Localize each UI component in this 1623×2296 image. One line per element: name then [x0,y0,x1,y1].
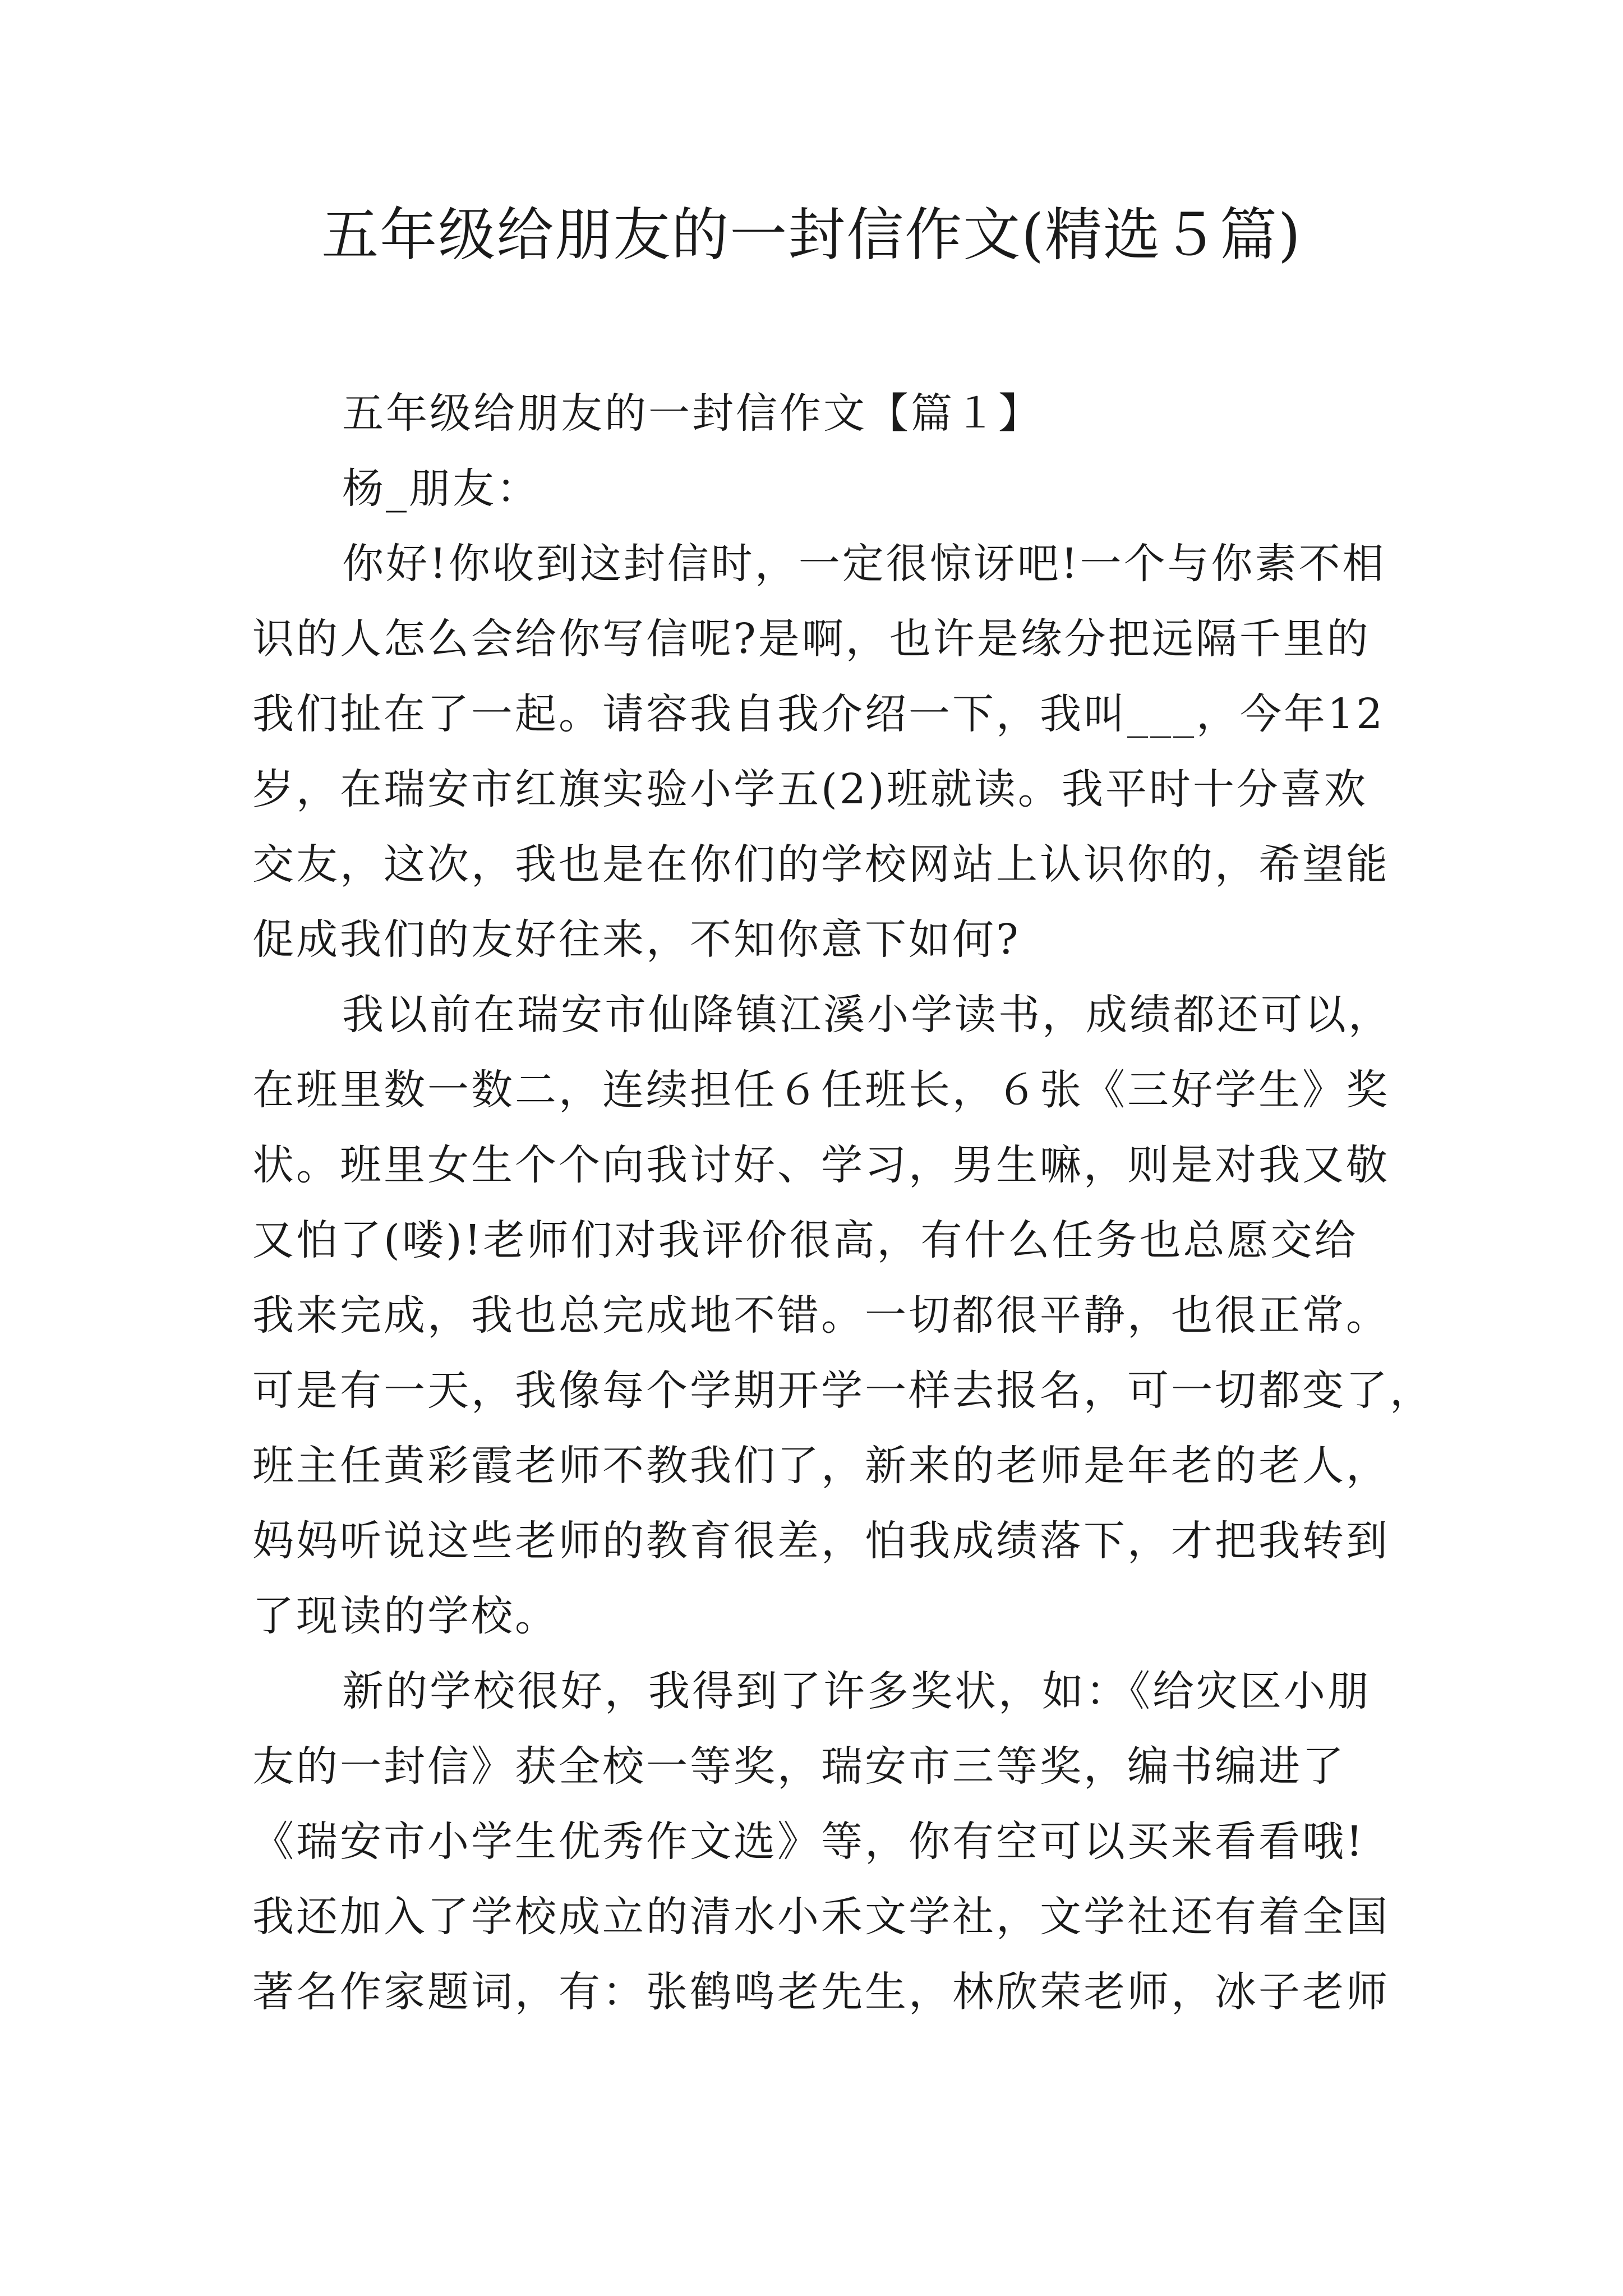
paragraph-line: 著名作家题词，有：张鹤鸣老先生，林欣荣老师，冰子老师 [252,1968,1390,2016]
paragraph-line: 了现读的学校。 [252,1592,559,1640]
paragraph-line: 友的一封信》获全校一等奖，瑞安市三等奖，编书编进了 [252,1742,1346,1791]
paragraph-line: 新的学校很好，我得到了许多奖状，如：《给灾区小朋 [342,1667,1371,1715]
paragraph-line: 可是有一天，我像每个学期开学一样去报名，可一切都变了， [252,1366,1433,1415]
paragraph-line: 交友，这次，我也是在你们的学校网站上认识你的，希望能 [252,840,1390,889]
salutation: 杨_朋友： [342,464,540,513]
paragraph-line: 我以前在瑞安市仙降镇江溪小学读书，成绩都还可以， [342,991,1392,1039]
paragraph-line: 你好!你收到这封信时，一定很惊讶吧!一个与你素不相 [342,540,1386,588]
paragraph-line: 识的人怎么会给你写信呢?是啊，也许是缘分把远隔千里的 [252,615,1371,663]
paragraph-line: 班主任黄彩霞老师不教我们了，新来的老师是年老的老人， [252,1442,1390,1490]
paragraph-line: 我们扯在了一起。请容我自我介绍一下，我叫___，今年12 [252,690,1385,738]
paragraph-line: 促成我们的友好往来，不知你意下如何? [252,915,1021,964]
paragraph-line: 妈妈听说这些老师的教育很差，怕我成绩落下，才把我转到 [252,1517,1390,1565]
paragraph-line: 岁，在瑞安市红旗实验小学五(2)班就读。我平时十分喜欢 [252,765,1368,813]
section-heading: 五年级给朋友的一封信作文【篇１】 [342,389,1042,438]
paragraph-line: 又怕了(喽)!老师们对我评价很高，有什么任务也总愿交给 [252,1216,1358,1264]
paragraph-line: 我还加入了学校成立的清水小禾文学社，文学社还有着全国 [252,1893,1390,1941]
paragraph-line: 《瑞安市小学生优秀作文选》等，你有空可以买来看看哦! [252,1818,1365,1866]
document-title: 五年级给朋友的一封信作文(精选５篇) [321,202,1302,269]
paragraph-line: 我来完成，我也总完成地不错。一切都很平静，也很正常。 [252,1291,1390,1340]
document-body [252,376,1433,2030]
paragraph-line: 在班里数一数二，连续担任６任班长，６张《三好学生》奖 [252,1066,1390,1114]
paragraph-line: 状。班里女生个个向我讨好、学习，男生嘛，则是对我又敬 [252,1141,1390,1189]
